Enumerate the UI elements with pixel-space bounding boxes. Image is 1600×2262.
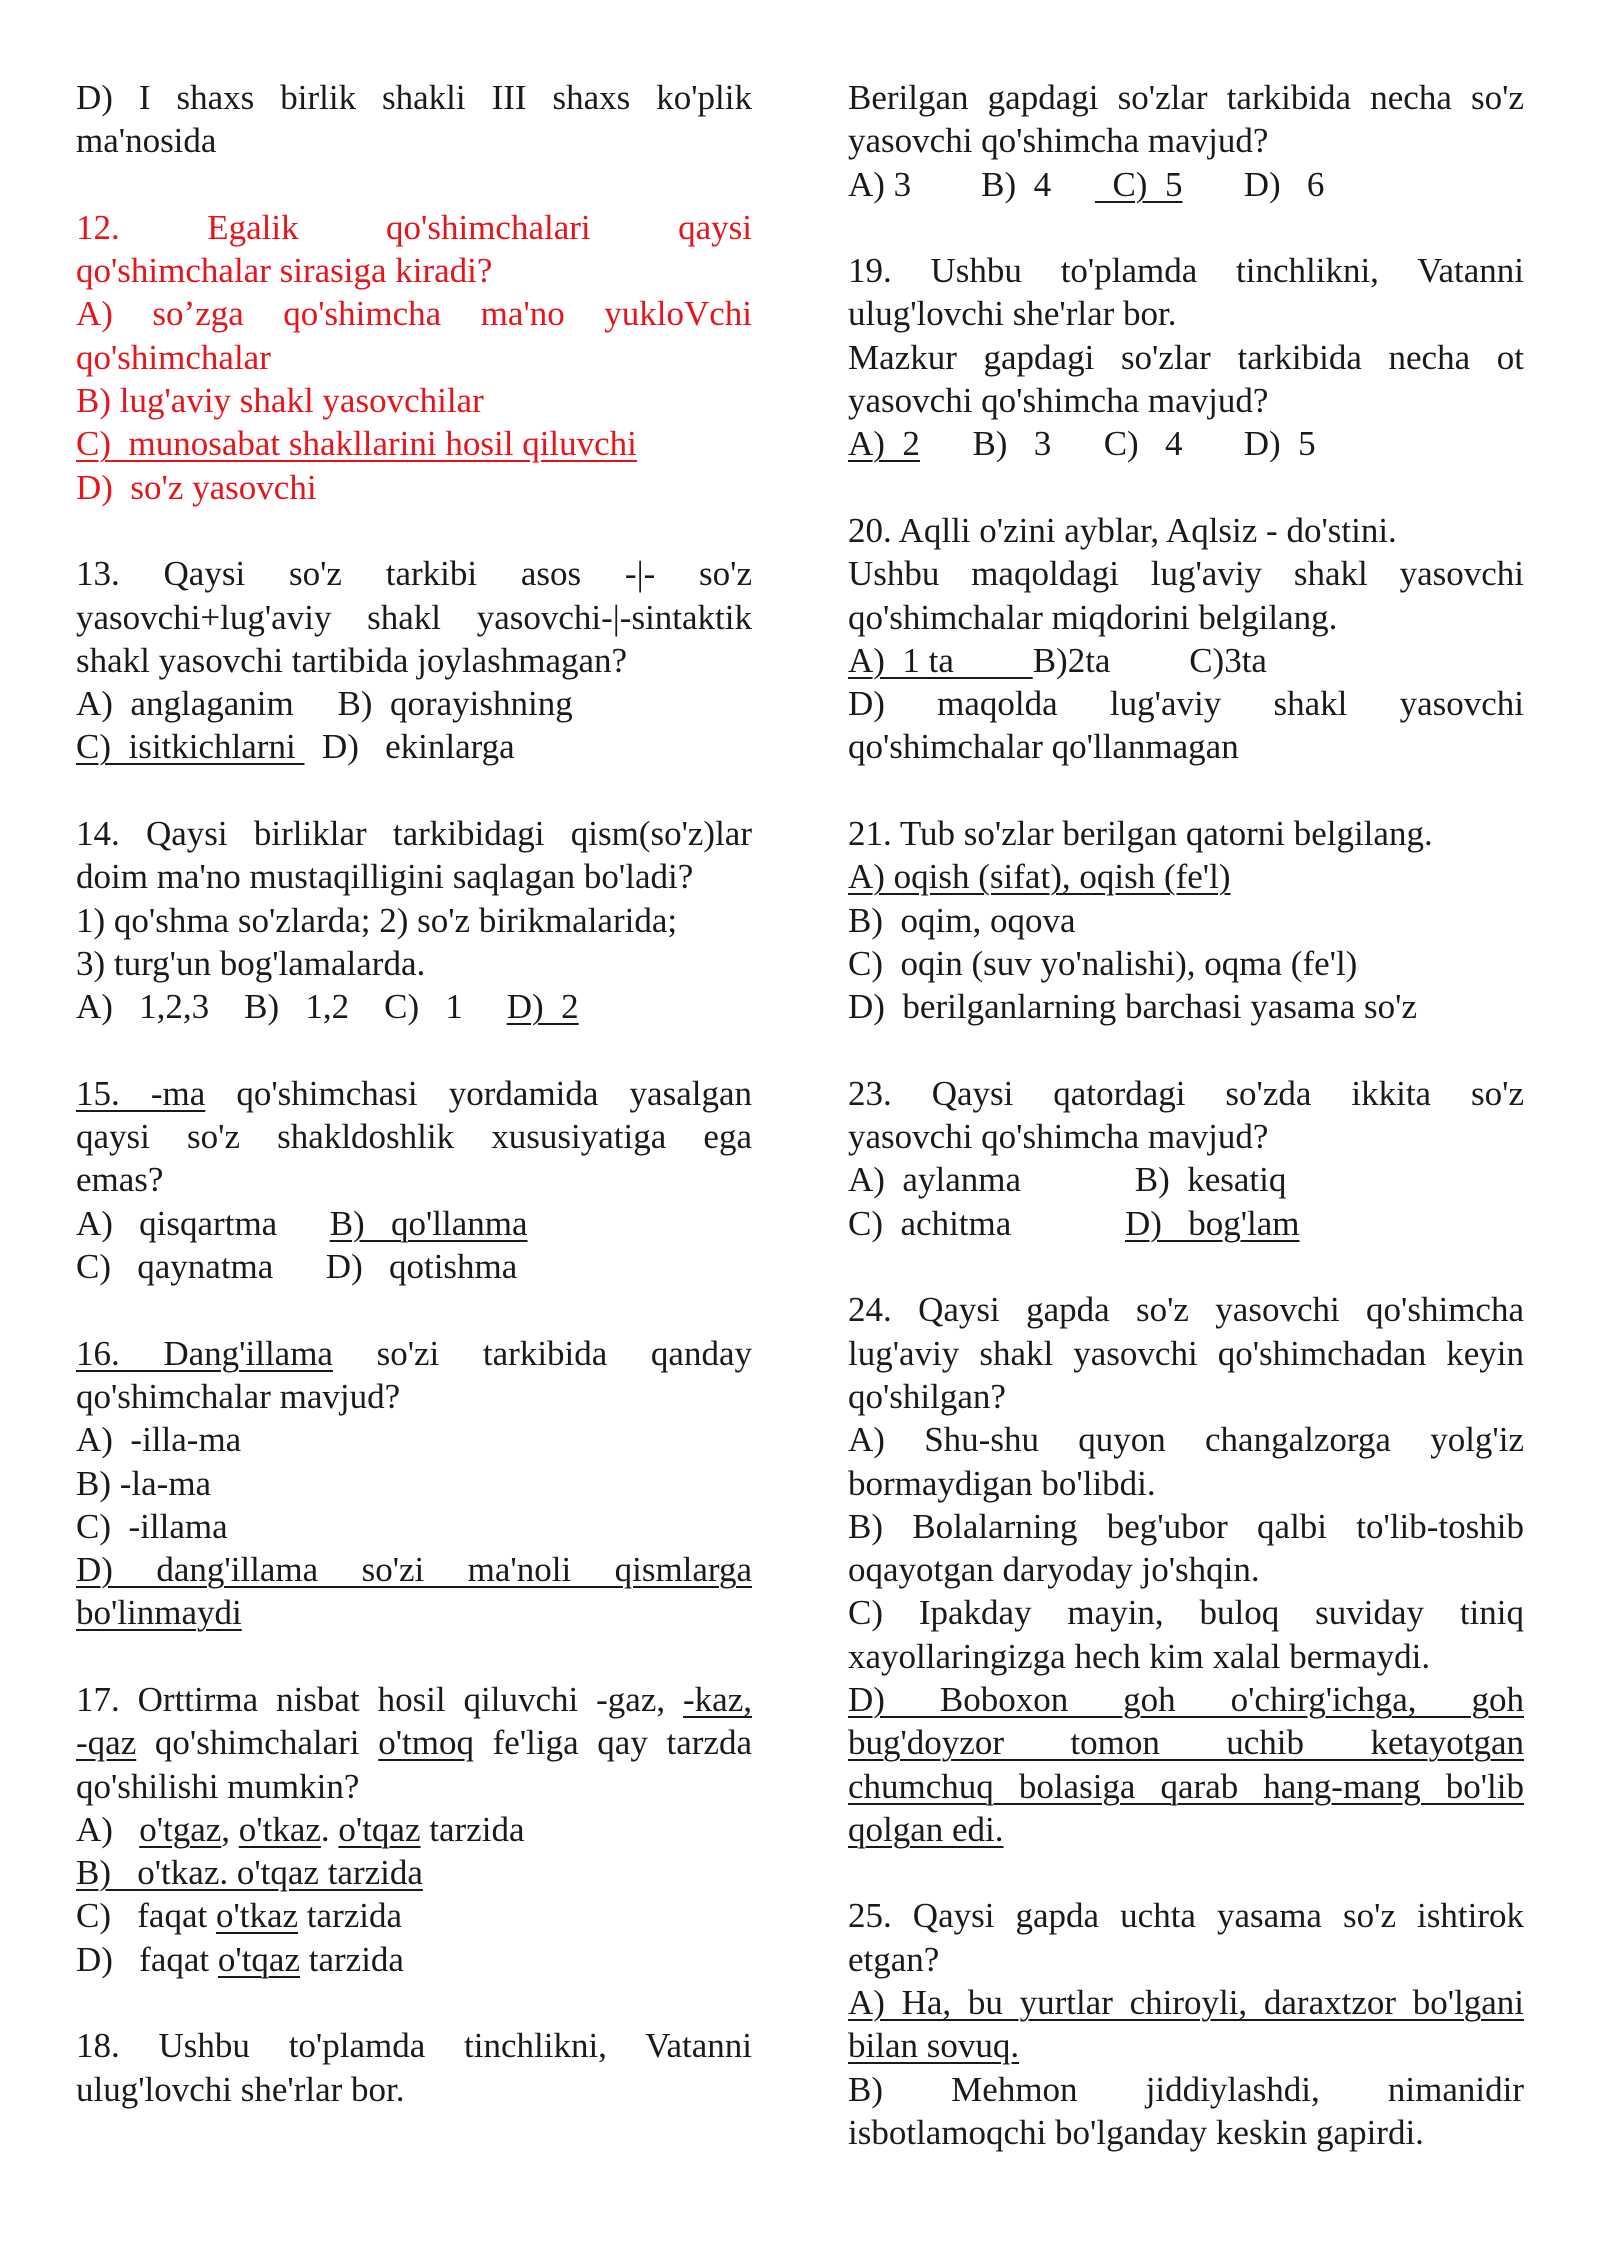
text-line [848,1635,1524,1678]
underlined-text: o'tkaz [215,1896,299,1936]
text-segment: qo'shimchalar [76,337,271,377]
text-segment: C) qaynatma D) qotishma [76,1247,518,1287]
underlined-text: C) isitkichlarni [76,727,305,767]
right-column [848,76,1524,2198]
text-line [848,509,1524,552]
text-segment: oqayotgan daryoday jo'shqin. [848,1550,1260,1590]
underlined-text: bug'doyzor tomon uchib ketayotgan [848,1723,1524,1763]
text-line [76,812,752,855]
underlined-text: o'tqaz [217,1939,300,1979]
underlined-text: 15. -ma [76,1073,206,1113]
text-line [848,76,1524,119]
text-segment: yasovchi qo'shimcha mavjud? [848,381,1269,421]
underlined-text: bilan sovuq. [848,2026,1020,2066]
text-line [76,1808,752,1851]
text-line [848,422,1524,465]
text-line [76,1418,752,1461]
text-segment: 23. Qaysi qatordagi so'zda ikkita so'z [848,1073,1524,1113]
text-segment: C) Ipakday mayin, buloq suviday tiniq [848,1593,1524,1633]
text-line [848,725,1524,768]
text-line [848,1765,1524,1808]
text-line [848,1158,1524,1201]
text-segment: D) so'z yasovchi [76,467,317,507]
underlined-text: -kaz, [683,1679,752,1719]
text-segment: A) 3 B) 4 [848,164,1095,204]
text-line [848,163,1524,206]
text-segment: B) oqim, oqova [848,900,1076,940]
text-line [76,292,752,335]
text-line [848,1548,1524,1591]
text-line [848,1678,1524,1721]
text-segment: qo'shimchalari [136,1723,379,1763]
text-segment: 19. Ushbu to'plamda tinchlikni, Vatanni [848,251,1524,291]
text-line [76,1115,752,1158]
text-segment: C) achitma [848,1203,1126,1243]
text-line [76,1332,752,1375]
question-q25 [848,1894,1524,2154]
text-segment: 17. Orttirma nisbat hosil qiluvchi -gaz, [76,1679,684,1719]
text-line [76,985,752,1028]
underlined-text: B) qo'llanma [329,1203,528,1243]
text-segment: Mazkur gapdagi so'zlar tarkibida necha ot [848,337,1524,377]
text-line [76,1721,752,1764]
text-segment: D) I shaxs birlik shakli III shaxs ko'plik [76,78,752,117]
text-line [848,639,1524,682]
question-q12 [76,206,752,509]
text-line [848,292,1524,335]
question-q23 [848,1072,1524,1245]
text-line [848,1981,1524,2024]
text-segment: 25. Qaysi gapda uchta yasama so'z ishtirok [848,1896,1524,1936]
text-segment: doim ma'no mustaqilligini saqlagan bo'ladi? [76,857,694,897]
underlined-text: D) dang'illama so'zi ma'noli qismlarga [76,1550,752,1590]
underlined-text: A) 1 ta [848,640,1033,680]
text-segment: Berilgan gapdagi so'zlar tarkibida necha so'z [848,78,1524,117]
text-line [76,119,752,162]
text-segment: ulug'lovchi she'rlar bor. [76,2069,405,2109]
text-segment: C) oqin (suv yo'nalishi), oqma (fe'l) [848,943,1358,983]
text-line [848,596,1524,639]
text-segment: . [320,1809,339,1849]
text-segment: yasovchi qo'shimcha mavjud? [848,121,1269,161]
text-line [76,1591,752,1634]
text-line [76,422,752,465]
text-segment: emas? [76,1160,164,1200]
text-line [848,985,1524,1028]
underlined-text: qolgan edi. [848,1809,1004,1849]
text-segment: qo'shimchalar sirasiga kiradi? [76,251,493,291]
text-segment: isbotlamoqchi bo'lganday keskin gapirdi. [848,2112,1424,2152]
text-segment: B) Bolalarning beg'ubor qalbi to'lib-toshib [848,1506,1524,1546]
text-segment: D) ekinlarga [304,727,515,767]
text-line [848,942,1524,985]
text-segment: , [221,1809,239,1849]
underlined-text: C) munosabat shakllarini hosil qiluvchi [76,424,637,464]
text-line [848,1072,1524,1115]
underlined-text: D) 2 [506,987,579,1027]
text-line [848,682,1524,725]
text-line [76,2068,752,2111]
question-q16 [76,1332,752,1635]
text-segment: C) -illama [76,1506,228,1546]
question-q11d [76,76,752,163]
text-line [76,1158,752,1201]
text-line [848,2024,1524,2067]
text-segment: C) faqat [76,1896,216,1936]
text-segment: tarzida [298,1896,403,1936]
text-segment: 3) turg'un bog'lamalarda. [76,943,426,983]
underlined-text: A) Ha, bu yurtlar chiroyli, daraxtzor bo'lgani [848,1983,1524,2023]
text-line [76,249,752,292]
underlined-text: o'tkaz [238,1809,321,1849]
question-q14 [76,812,752,1028]
text-segment: B) 3 C) 4 D) 5 [919,424,1316,464]
text-segment: D) faqat [76,1939,218,1979]
text-line [76,1202,752,1245]
text-line [848,379,1524,422]
text-line [76,2024,752,2067]
text-line [76,206,752,249]
text-line [848,336,1524,379]
text-line [848,1721,1524,1764]
text-line [76,1894,752,1937]
text-line [76,942,752,985]
question-q15 [76,1072,752,1288]
text-segment: D) 6 [1182,164,1325,204]
text-segment: 14. Qaysi birliklar tarkibidagi qism(so'z)lar [76,814,752,854]
text-line [76,725,752,768]
text-line [848,1115,1524,1158]
text-segment: qaysi so'z shakldoshlik xususiyatiga ega [76,1117,752,1157]
text-line [76,855,752,898]
text-line [848,2068,1524,2111]
question-q18b [848,76,1524,206]
text-segment: ma'nosida [76,121,217,161]
text-segment: etgan? [848,1939,940,1979]
text-segment: qo'shimchalar qo'llanmagan [848,727,1239,767]
text-line [76,1548,752,1591]
text-line [848,812,1524,855]
text-line [76,1245,752,1288]
text-segment: A) soʼzga qo'shimcha ma'no yukloVchi [76,294,752,334]
text-segment: lug'aviy shakl yasovchi qo'shimchadan keyin [848,1333,1524,1373]
left-column [76,76,752,2154]
text-segment: qo'shimchasi yordamida yasalgan [205,1073,752,1113]
text-segment: qo'shimchalar miqdorini belgilang. [848,597,1338,637]
text-line [76,379,752,422]
text-segment: A) -illa-ma [76,1420,242,1460]
text-segment: fe'liga qay tarzda [473,1723,752,1763]
text-line [848,119,1524,162]
text-segment: A) qisqartma [76,1203,330,1243]
question-q20 [848,509,1524,769]
underlined-text: chumchuq bolasiga qarab hang-mang bo'lib [848,1766,1524,1806]
underlined-text: D) Boboxon goh o'chirg'ichga, goh [848,1679,1524,1719]
underlined-text: o'tgaz [139,1809,222,1849]
text-segment: B) lug'aviy shakl yasovchilar [76,381,484,421]
text-line [76,1851,752,1894]
text-line [848,1288,1524,1331]
text-segment: xayollaringizga hech kim xalal bermaydi. [848,1636,1431,1676]
text-segment: 12. Egalik qo'shimchalari qaysi [76,207,752,247]
text-line [848,1418,1524,1461]
text-line [76,639,752,682]
text-segment: D) maqolda lug'aviy shakl yasovchi [848,684,1524,724]
text-line [76,1678,752,1721]
text-segment: qo'shilishi mumkin? [76,1766,360,1806]
text-line [848,1938,1524,1981]
text-line [848,552,1524,595]
text-line [76,1938,752,1981]
question-q19 [848,249,1524,465]
question-q13 [76,552,752,768]
underlined-text: o'tqaz [338,1809,421,1849]
text-segment: A) [76,1809,140,1849]
text-segment: qo'shimchalar mavjud? [76,1376,401,1416]
text-segment: tarzida [420,1809,525,1849]
text-line [76,552,752,595]
underlined-text: bo'linmaydi [76,1593,242,1633]
text-line [76,1765,752,1808]
text-segment: tarzida [300,1939,404,1979]
text-segment: Ushbu maqoldagi lug'aviy shakl yasovchi [848,554,1524,594]
text-line [848,1202,1524,1245]
text-segment: 1) qo'shma so'zlarda; 2) so'z birikmalarida; [76,900,678,940]
question-q24 [848,1288,1524,1851]
text-line [76,899,752,942]
underlined-text: o'tmoq [378,1723,474,1763]
underlined-text: D) bog'lam [1125,1203,1300,1243]
text-line [848,1894,1524,1937]
text-line [76,1375,752,1418]
text-line [76,682,752,725]
text-segment: 20. Aqlli o'zini ayblar, Aqlsiz - do'stini. [848,510,1397,550]
question-q17 [76,1678,752,1981]
text-segment: A) anglaganim B) qorayishning [76,684,573,724]
text-line [848,2111,1524,2154]
text-line [848,1505,1524,1548]
text-segment: D) berilganlarning barchasi yasama so'z [848,987,1418,1027]
text-line [848,1808,1524,1851]
text-line [76,1072,752,1115]
text-line [848,1591,1524,1634]
underlined-text: A) 2 [848,424,920,464]
underlined-text: B) o'tkaz. o'tqaz tarzida [76,1853,423,1893]
underlined-text: 16. Dang'illama [76,1333,333,1373]
text-line [76,336,752,379]
text-segment: 13. Qaysi so'z tarkibi asos -|- so'z [76,554,752,594]
text-segment: A) aylanma B) kesatiq [848,1160,1287,1200]
text-line [848,249,1524,292]
text-line [76,1462,752,1505]
text-segment: B) Mehmon jiddiylashdi, nimanidir [848,2069,1524,2109]
text-segment: A) 1,2,3 B) 1,2 C) 1 [76,987,507,1027]
text-segment: shakl yasovchi tartibida joylashmagan? [76,640,628,680]
text-segment: yasovchi qo'shimcha mavjud? [848,1117,1269,1157]
text-line [76,596,752,639]
text-segment: so'zi tarkibida qanday [332,1333,752,1373]
underlined-text: C) 5 [1094,164,1183,204]
text-segment: 21. Tub so'zlar berilgan qatorni belgilang. [848,814,1433,854]
underlined-text: A) oqish (sifat), oqish (fe'l) [848,857,1231,897]
text-segment: 24. Qaysi gapda so'z yasovchi qo'shimcha [848,1290,1524,1330]
text-segment: B) -la-ma [76,1463,212,1503]
underlined-text: -qaz [76,1723,137,1763]
text-line [848,1462,1524,1505]
question-q18 [76,2024,752,2111]
question-q21 [848,812,1524,1028]
text-segment: 18. Ushbu to'plamda tinchlikni, Vatanni [76,2026,752,2066]
text-segment: A) Shu-shu quyon changalzorga yolg'iz [848,1420,1524,1460]
text-line [848,1375,1524,1418]
text-line [848,899,1524,942]
text-line [76,76,752,119]
text-segment: bormaydigan bo'libdi. [848,1463,1156,1503]
text-segment: ulug'lovchi she'rlar bor. [848,294,1177,334]
text-line [848,855,1524,898]
text-line [848,1332,1524,1375]
text-segment: B)2ta C)3ta [1032,640,1267,680]
text-line [76,1505,752,1548]
text-segment: qo'shilgan? [848,1376,1006,1416]
text-segment: yasovchi+lug'aviy shakl yasovchi-|-sintaktik [76,597,752,637]
text-line [76,466,752,509]
